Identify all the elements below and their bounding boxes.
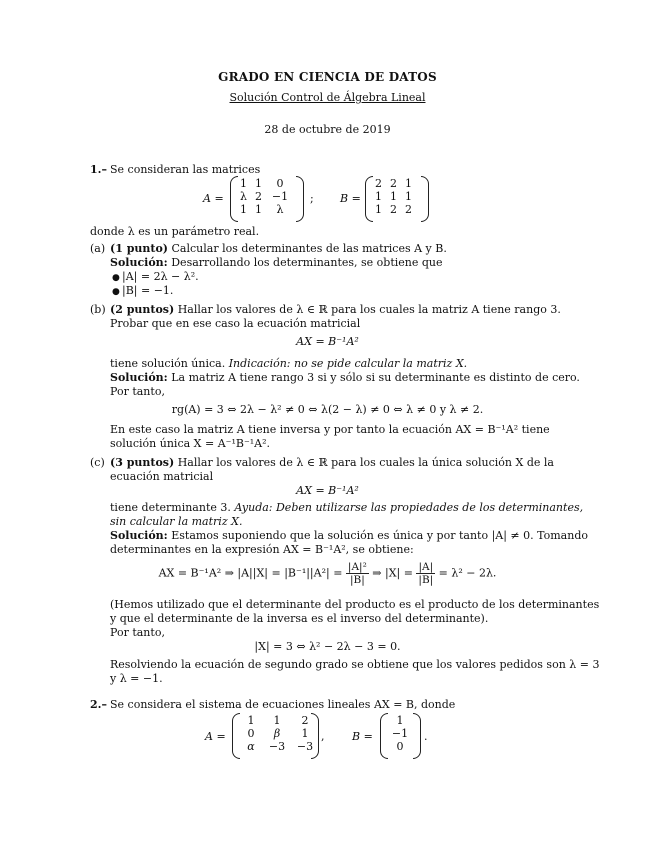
bullet-icon: ●: [112, 287, 120, 297]
matrix-comma: ,: [321, 730, 325, 743]
part-b-statement1: [110, 303, 561, 317]
matrix-cell: λ: [276, 203, 284, 216]
part-c-label: (c): [90, 456, 105, 469]
matrix-b2-right-paren: [413, 713, 421, 759]
matrix-cell: 1: [375, 190, 382, 203]
matrix-cell: 1: [247, 714, 255, 727]
part-b-label: (b): [90, 303, 106, 316]
part-c-hint-line: [110, 501, 583, 515]
matrix-cell: 1: [301, 727, 309, 740]
part-c-statement1: [110, 456, 554, 470]
part-c-points: (3 puntos): [110, 456, 175, 469]
part-c-solution2: determinantes en la expresión AX = B⁻¹A², se obtiene:: [110, 543, 414, 556]
matrix-cell: 1: [240, 177, 247, 190]
det-a-result: |A| = 2λ − λ².: [122, 270, 199, 283]
matrix-cell: β: [273, 727, 281, 740]
solution-label: Solución:: [110, 529, 168, 542]
matrix-cell: 2: [255, 190, 262, 203]
matrix-cell: 2: [375, 177, 382, 190]
matrix-b: [371, 177, 416, 216]
derivation-left: AX = B⁻¹A² ⇒ |A||X| = |B⁻¹||A²| =: [158, 566, 343, 580]
fraction-denominator: |B|: [418, 574, 434, 586]
fraction-numerator: |A|: [418, 561, 434, 573]
matrix-cell: 1: [390, 190, 397, 203]
part-c-hint2: sin calcular la matriz X.: [110, 515, 243, 528]
problem2-number: 2.–: [90, 698, 107, 711]
matrix-cell: 1: [240, 203, 247, 216]
matrix-cell: α: [247, 740, 255, 753]
part-a-statement: [110, 242, 447, 256]
matrix-cell: −1: [271, 190, 289, 203]
matrix-equation: AX = B⁻¹A²: [296, 335, 359, 348]
part-b-conclusion2: solución única X = A⁻¹B⁻¹A².: [110, 437, 271, 450]
part-b-statement2: Probar que en ese caso la ecuación matricial: [110, 317, 361, 330]
matrix-cell: 1: [273, 714, 281, 727]
matrix-cell: 2: [301, 714, 309, 727]
matrix-a-label: A =: [203, 192, 224, 205]
matrix-cell: −3: [268, 740, 286, 753]
result-line1: Resolviendo la ecuación de segundo grado se obtiene que los valores pedidos son λ = 3: [110, 658, 600, 671]
note-line1: (Hemos utilizado que el determinante del producto es el producto de los determinantes: [110, 598, 600, 611]
part-c-solution: [110, 529, 588, 543]
matrix-cell: λ: [240, 190, 247, 203]
part-c-text: Hallar los valores de λ ∈ ℝ para los cuales la única solución X de la: [177, 456, 554, 469]
matrix-cell: 2: [390, 203, 397, 216]
determinant-derivation: [0, 561, 655, 586]
unique-solution-text: tiene solución única.: [110, 357, 226, 370]
result-line2: y λ = −1.: [110, 672, 163, 685]
fraction-a-over-b: [416, 561, 435, 586]
matrix-cell: 1: [255, 203, 262, 216]
part-b-solution2: Por tanto,: [110, 385, 165, 398]
part-b-solution: [110, 371, 580, 385]
matrix-equation: AX = B⁻¹A²: [296, 484, 359, 497]
part-a-solution: [110, 256, 443, 270]
derivation-right: = λ² − 2λ.: [438, 566, 497, 580]
problem2-intro: Se considera el sistema de ecuaciones lineales AX = B, donde: [110, 698, 456, 711]
matrix-b-label: B =: [340, 192, 361, 205]
hint-text: Ayuda: Deben utilizarse las propiedades de los determinantes,: [234, 501, 584, 514]
fraction-denominator: |B|: [349, 574, 365, 586]
matrix-a-right-paren: [296, 176, 304, 222]
matrix-cell: −3: [296, 740, 314, 753]
document-date: 28 de octubre de 2019: [264, 123, 391, 136]
derivation-middle: ⇒ |X| =: [372, 566, 413, 580]
matrix-a2-right-paren: [311, 713, 319, 759]
matrix-a2: [239, 714, 319, 753]
solution-text: La matriz A tiene rango 3 si y sólo si su determinante es distinto de cero.: [171, 371, 580, 384]
matrix-cell: 0: [276, 177, 284, 190]
matrix-cell: 0: [247, 727, 255, 740]
matrix-b-right-paren: [421, 176, 429, 222]
hint-text: Indicación: no se pide calcular la matriz X.: [228, 357, 468, 370]
matrix-a2-label: A =: [205, 730, 226, 743]
det-b-result: |B| = −1.: [122, 284, 174, 297]
part-b-text: Hallar los valores de λ ∈ ℝ para los cuales la matriz A tiene rango 3.: [177, 303, 561, 316]
document-subtitle: Solución Control de Álgebra Lineal: [229, 91, 426, 104]
matrix-cell: 2: [405, 203, 412, 216]
solution-text: Estamos suponiendo que la solución es única y por tanto |A| ≠ 0. Tomando: [171, 529, 588, 542]
matrix-cell: 1: [396, 714, 404, 727]
parameter-note: donde λ es un parámetro real.: [90, 225, 260, 238]
part-a-points: (1 punto): [110, 242, 168, 255]
part-c-statement2: ecuación matricial: [110, 470, 214, 483]
matrix-cell: 1: [405, 190, 412, 203]
matrix-separator: ;: [310, 192, 314, 205]
part-b-points: (2 puntos): [110, 303, 175, 316]
matrix-a: [236, 177, 294, 216]
matrix-cell: 1: [405, 177, 412, 190]
problem1-intro: Se consideran las matrices: [110, 163, 261, 176]
rank-equation: rg(A) = 3 ⇔ 2λ − λ² ≠ 0 ⇔ λ(2 − λ) ≠ 0 ⇔ λ ≠ 0 y λ ≠ 2.: [171, 403, 484, 416]
document-title: GRADO EN CIENCIA DE DATOS: [218, 70, 437, 84]
solution-label: Solución:: [110, 256, 168, 269]
matrix-cell: −1: [391, 727, 409, 740]
matrix-cell: 1: [255, 177, 262, 190]
matrix-cell: 1: [375, 203, 382, 216]
note-line3: Por tanto,: [110, 626, 165, 639]
part-b-hint-line: [110, 357, 467, 371]
part-a-text: Calcular los determinantes de las matrices A y B.: [171, 242, 447, 255]
part-a-label: (a): [90, 242, 106, 255]
matrix-b2-label: B =: [352, 730, 373, 743]
matrix-cell: 2: [390, 177, 397, 190]
fraction-numerator: |A|²: [347, 561, 367, 573]
fraction-a-squared-over-b: [346, 561, 369, 586]
problem1-number: 1.–: [90, 163, 107, 176]
matrix-cell: 0: [396, 740, 404, 753]
matrix-b2: [387, 714, 413, 753]
final-equation: |X| = 3 ⇔ λ² − 2λ − 3 = 0.: [254, 640, 401, 653]
part-b-conclusion1: En este caso la matriz A tiene inversa y por tanto la ecuación AX = B⁻¹A² tiene: [110, 423, 550, 436]
note-line2: y que el determinante de la inversa es el inverso del determinante).: [110, 612, 489, 625]
solution-text: Desarrollando los determinantes, se obtiene que: [171, 256, 443, 269]
matrix-period: .: [424, 730, 428, 743]
bullet-icon: ●: [112, 273, 120, 283]
determinant-text: tiene determinante 3.: [110, 501, 231, 514]
solution-label: Solución:: [110, 371, 168, 384]
